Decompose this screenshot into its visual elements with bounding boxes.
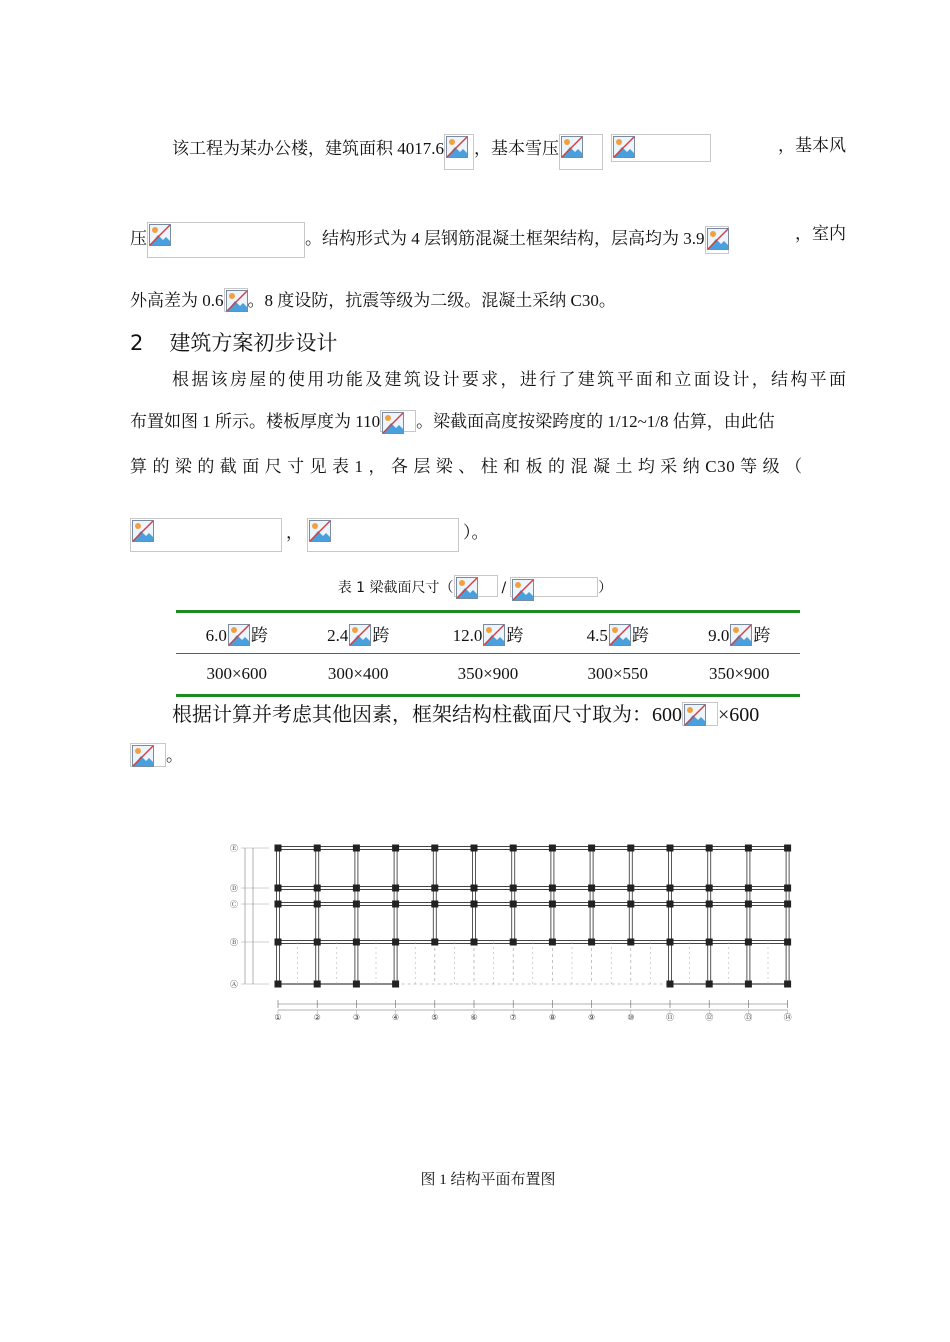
column bbox=[392, 901, 399, 908]
column bbox=[784, 901, 791, 908]
column bbox=[510, 845, 517, 852]
column bbox=[275, 845, 282, 852]
axis-number-label: ⑦ bbox=[509, 1013, 517, 1022]
text: ，室内 bbox=[795, 224, 846, 243]
section-heading bbox=[130, 327, 337, 357]
broken-image-glyph bbox=[684, 704, 706, 726]
column bbox=[706, 981, 713, 988]
column bbox=[275, 981, 282, 988]
para1-line3 bbox=[130, 288, 846, 312]
para2-line3: 算 的 梁 的 截 面 尺 寸 见 表 1 ， 各 层 梁 、 柱 和 板 的 混 凝 土 均 采 纳 C30 等 级 （ bbox=[130, 457, 803, 476]
column bbox=[510, 901, 517, 908]
broken-image-glyph bbox=[132, 520, 154, 542]
broken-image-glyph bbox=[707, 228, 729, 250]
table-header-row bbox=[176, 612, 800, 654]
table-header-cell: 6.0 跨 bbox=[176, 612, 297, 654]
broken-image-icon bbox=[348, 623, 372, 645]
structural-plan-figure bbox=[225, 838, 795, 1024]
column bbox=[627, 939, 634, 946]
column bbox=[627, 901, 634, 908]
para1-line1 bbox=[172, 134, 846, 158]
text: / bbox=[501, 580, 507, 596]
text: ，基本风 bbox=[778, 136, 846, 155]
broken-image-icon bbox=[227, 623, 251, 645]
column bbox=[353, 981, 360, 988]
column bbox=[471, 939, 478, 946]
column bbox=[314, 885, 321, 892]
broken-image-glyph bbox=[446, 136, 468, 158]
column bbox=[667, 901, 674, 908]
broken-image-icon bbox=[130, 743, 166, 767]
table-header-cell: 2.4 跨 bbox=[297, 612, 418, 654]
column bbox=[275, 901, 282, 908]
heading-number: 2 bbox=[130, 331, 144, 355]
column bbox=[745, 901, 752, 908]
column bbox=[706, 901, 713, 908]
column bbox=[549, 845, 556, 852]
column bbox=[784, 845, 791, 852]
figure-caption: 图 1 结构平面布置图 bbox=[420, 1172, 556, 1188]
column bbox=[275, 885, 282, 892]
broken-image-icon bbox=[380, 410, 416, 432]
broken-image-glyph bbox=[228, 624, 250, 646]
column bbox=[745, 845, 752, 852]
text: 外高差为 0.6 bbox=[130, 291, 224, 310]
text: 。8 度设防，抗震等级为二级。混凝土采纳 C30。 bbox=[247, 291, 616, 310]
column bbox=[667, 981, 674, 988]
text: ） bbox=[598, 580, 613, 596]
table-caption bbox=[0, 575, 950, 597]
broken-image-icon bbox=[224, 288, 248, 312]
column bbox=[627, 885, 634, 892]
axis-number-label: ⑤ bbox=[431, 1013, 439, 1022]
broken-image-glyph bbox=[512, 579, 534, 601]
broken-image-glyph bbox=[349, 624, 371, 646]
column bbox=[392, 981, 399, 988]
axis-letter-label: Ⓑ bbox=[230, 938, 238, 947]
table-header-cell: 4.5 跨 bbox=[557, 612, 678, 654]
broken-image-glyph bbox=[456, 577, 478, 599]
broken-image-icon bbox=[454, 575, 498, 597]
text: 根据计算并考虑其他因素，框架结构柱截面尺寸取为：600 bbox=[172, 704, 682, 726]
axis-number-label: ⑭ bbox=[783, 1013, 792, 1022]
broken-image-glyph bbox=[382, 412, 404, 434]
axis-letter-label: Ⓔ bbox=[230, 844, 238, 853]
text: ， bbox=[286, 523, 303, 542]
axis-number-label: ⑥ bbox=[470, 1013, 478, 1022]
axis-number-label: ⑧ bbox=[548, 1013, 556, 1022]
text: ）。 bbox=[463, 523, 489, 542]
axis-letter-label: Ⓒ bbox=[230, 900, 238, 909]
column bbox=[667, 939, 674, 946]
table-header-cell: 12.0 跨 bbox=[419, 612, 557, 654]
broken-image-glyph bbox=[226, 290, 248, 312]
broken-image-glyph bbox=[132, 745, 154, 767]
broken-image-icon bbox=[608, 623, 632, 645]
text: 。 bbox=[166, 746, 183, 765]
column bbox=[353, 845, 360, 852]
column bbox=[431, 885, 438, 892]
column bbox=[588, 885, 595, 892]
axis-number-label: ④ bbox=[392, 1013, 400, 1022]
column bbox=[706, 845, 713, 852]
table-cell: 350×900 bbox=[678, 654, 800, 696]
text: 布置如图 1 所示。楼板厚度为 110 bbox=[130, 412, 381, 431]
broken-image-glyph bbox=[483, 624, 505, 646]
column bbox=[431, 901, 438, 908]
axis-letter-label: Ⓓ bbox=[230, 884, 238, 893]
para1-line2 bbox=[130, 222, 846, 246]
column bbox=[314, 981, 321, 988]
broken-image-icon bbox=[147, 222, 305, 258]
table-cell: 350×900 bbox=[419, 654, 557, 696]
column bbox=[745, 981, 752, 988]
axis-number-label: ⑫ bbox=[705, 1013, 714, 1022]
column bbox=[784, 981, 791, 988]
text: 。结构形式为 4 层钢筋混凝土框架结构，层高均为 3.9 bbox=[305, 229, 705, 248]
column bbox=[784, 885, 791, 892]
broken-image-glyph bbox=[730, 624, 752, 646]
column bbox=[471, 901, 478, 908]
broken-image-icon bbox=[559, 134, 603, 170]
broken-image-icon bbox=[611, 134, 711, 162]
broken-image-icon bbox=[510, 577, 598, 597]
column bbox=[392, 939, 399, 946]
heading-title: 建筑方案初步设计 bbox=[169, 331, 338, 355]
para3-line2 bbox=[130, 743, 846, 767]
column bbox=[784, 939, 791, 946]
broken-image-icon bbox=[130, 518, 282, 552]
broken-image-glyph bbox=[561, 136, 583, 158]
table-row bbox=[176, 654, 800, 696]
table-cell: 300×550 bbox=[557, 654, 678, 696]
para3-line1 bbox=[172, 702, 846, 726]
beam-size-table bbox=[176, 610, 800, 697]
axis-letter-label: Ⓐ bbox=[230, 980, 238, 989]
table-cell: 300×600 bbox=[176, 654, 297, 696]
column bbox=[353, 885, 360, 892]
column bbox=[745, 939, 752, 946]
column bbox=[510, 939, 517, 946]
broken-image-glyph bbox=[609, 624, 631, 646]
column bbox=[510, 885, 517, 892]
axis-number-label: ① bbox=[274, 1013, 282, 1022]
table-cell: 300×400 bbox=[297, 654, 418, 696]
axis-number-label: ⑨ bbox=[588, 1013, 596, 1022]
column bbox=[275, 939, 282, 946]
column bbox=[588, 845, 595, 852]
column bbox=[471, 845, 478, 852]
column bbox=[353, 939, 360, 946]
broken-image-glyph bbox=[149, 224, 171, 246]
column bbox=[314, 845, 321, 852]
column bbox=[627, 845, 634, 852]
column bbox=[392, 885, 399, 892]
column bbox=[588, 901, 595, 908]
text: 。梁截面高度按梁跨度的 1/12~1/8 估算，由此估 bbox=[416, 412, 775, 431]
column bbox=[588, 939, 595, 946]
text: ×600 bbox=[718, 704, 760, 726]
axis-number-label: ③ bbox=[352, 1013, 360, 1022]
broken-image-glyph bbox=[309, 520, 331, 542]
column bbox=[431, 939, 438, 946]
column bbox=[667, 885, 674, 892]
table-header-cell: 9.0 跨 bbox=[678, 612, 800, 654]
axis-number-label: ② bbox=[313, 1013, 321, 1022]
broken-image-icon bbox=[729, 623, 753, 645]
para2-line2 bbox=[130, 410, 846, 434]
axis-number-label: ⑪ bbox=[666, 1013, 674, 1022]
column bbox=[392, 845, 399, 852]
broken-image-icon bbox=[705, 226, 729, 254]
broken-image-icon bbox=[444, 134, 474, 170]
text: 表 1 梁截面尺寸（ bbox=[337, 580, 454, 596]
column bbox=[706, 939, 713, 946]
column bbox=[706, 885, 713, 892]
broken-image-icon bbox=[482, 623, 506, 645]
column bbox=[549, 901, 556, 908]
axis-number-label: ⑩ bbox=[627, 1013, 635, 1022]
broken-image-icon bbox=[682, 702, 718, 726]
text: 压 bbox=[130, 229, 147, 248]
broken-image-icon bbox=[307, 518, 459, 552]
broken-image-glyph bbox=[613, 136, 635, 158]
column bbox=[431, 845, 438, 852]
para2-line1: 根据该房屋的使用功能及建筑设计要求，进行了建筑平面和立面设计，结构平面 bbox=[172, 370, 846, 389]
column bbox=[314, 901, 321, 908]
column bbox=[549, 885, 556, 892]
text: 该工程为某办公楼，建筑面积 4017.6 bbox=[172, 139, 444, 158]
column bbox=[471, 885, 478, 892]
column bbox=[314, 939, 321, 946]
column bbox=[549, 939, 556, 946]
column bbox=[745, 885, 752, 892]
column bbox=[353, 901, 360, 908]
text: ，基本雪压 bbox=[474, 139, 559, 158]
para2-line4 bbox=[130, 518, 846, 554]
axis-number-label: ⑬ bbox=[744, 1013, 753, 1022]
column bbox=[667, 845, 674, 852]
